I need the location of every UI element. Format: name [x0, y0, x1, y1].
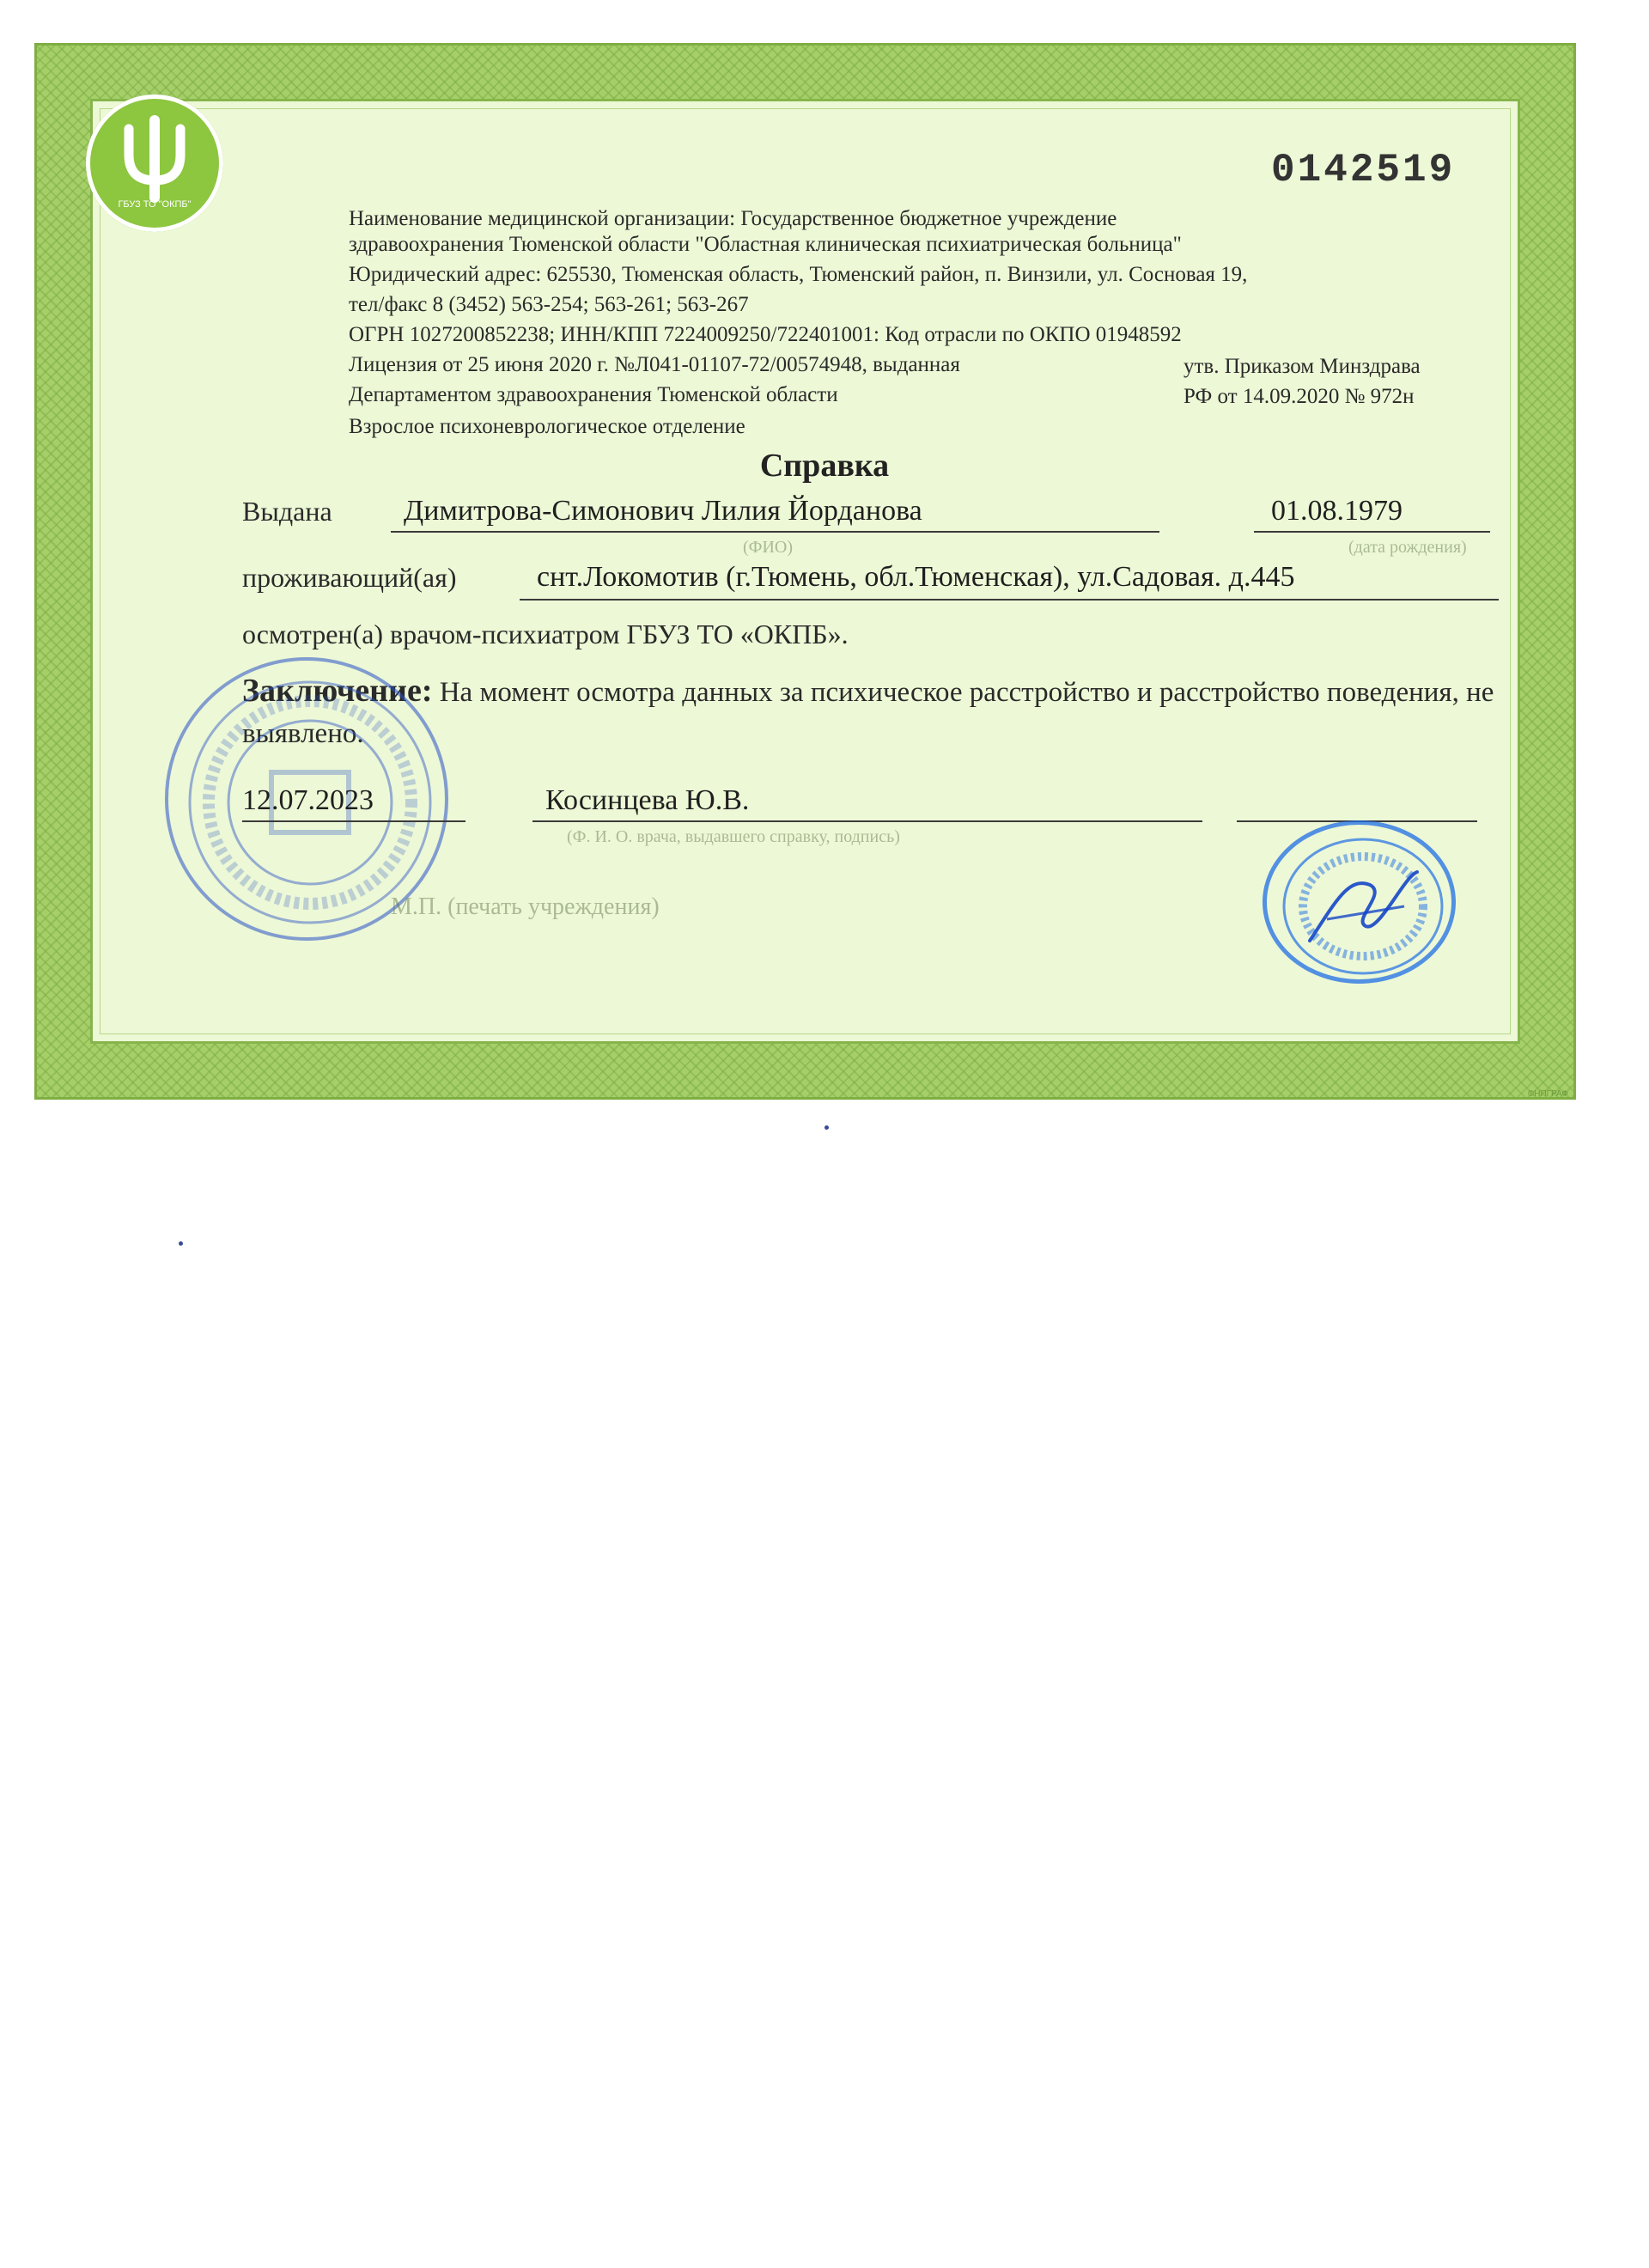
header-line-4: тел/факс 8 (3452) 563-254; 563-261; 563-267 — [349, 293, 749, 316]
doctor-hint: (Ф. И. О. врача, выдавшего справку, подпись) — [567, 827, 900, 846]
header-line-2: здравоохранения Тюменской области "Областная клиническая психиатрическая больница" — [349, 233, 1182, 256]
header-line-7: Департаментом здравоохранения Тюменской области — [349, 383, 838, 406]
organization-logo — [86, 94, 223, 232]
header-line-1: Наименование медицинской организации: Государственное бюджетное учреждение — [349, 207, 1117, 230]
logo-caption: ГБУЗ ТО "ОКПБ" — [118, 199, 192, 210]
issue-date: 12.07.2023 — [242, 784, 374, 816]
address: снт.Локомотив (г.Тюмень, обл.Тюменская), ул.Садовая. д.445 — [537, 561, 1295, 593]
scan-speck — [179, 1241, 183, 1246]
header-line-6: Лицензия от 25 июня 2020 г. №Л041-01107-72/00574948, выданная — [349, 353, 960, 376]
birth-date-hint: (дата рождения) — [1348, 538, 1467, 557]
header-line-8: Взрослое психоневрологическое отделение — [349, 415, 745, 438]
header-line-5: ОГРН 1027200852238; ИНН/КПП 7224009250/722401001: Код отрасли по ОКПО 01948592 — [349, 323, 1182, 346]
approval-line-2: РФ от 14.09.2020 № 972н — [1184, 385, 1415, 408]
birth-date: 01.08.1979 — [1271, 495, 1403, 527]
scan-speck — [824, 1125, 829, 1130]
psi-icon — [86, 94, 223, 232]
conclusion-label: Заключение: — [242, 673, 433, 709]
seal-hint: М.П. (печать учреждения) — [391, 893, 660, 920]
conclusion-text: На момент осмотра данных за психическое расстройство и расстройство поведения, не выявлено. — [242, 677, 1494, 749]
doctor-underline — [532, 820, 1202, 822]
birth-date-underline — [1254, 531, 1490, 533]
residing-label: проживающий(ая) — [242, 562, 457, 593]
name-hint: (ФИО) — [743, 538, 794, 557]
signature-stamp-icon — [1267, 825, 1460, 988]
date-underline — [242, 820, 465, 822]
printer-mark: ©НПГРАФ — [1527, 1089, 1568, 1099]
issued-label: Выдана — [242, 496, 332, 527]
approval-line-1: утв. Приказом Минздрава — [1184, 355, 1421, 378]
doctor-name: Косинцева Ю.В. — [545, 784, 750, 816]
full-name: Димитрова-Симонович Лилия Йорданова — [404, 495, 922, 527]
name-underline — [391, 531, 1159, 533]
address-underline — [520, 599, 1499, 601]
document-title: Справка — [759, 448, 890, 484]
doctor-personal-stamp — [1263, 820, 1456, 984]
examined-text: осмотрен(а) врачом-психиатром ГБУЗ ТО «ОКПБ». — [242, 619, 849, 649]
serial-number: 0142519 — [1271, 148, 1456, 192]
header-line-3: Юридический адрес: 625530, Тюменская область, Тюменский район, п. Винзили, ул. Сосновая 19, — [349, 263, 1248, 286]
